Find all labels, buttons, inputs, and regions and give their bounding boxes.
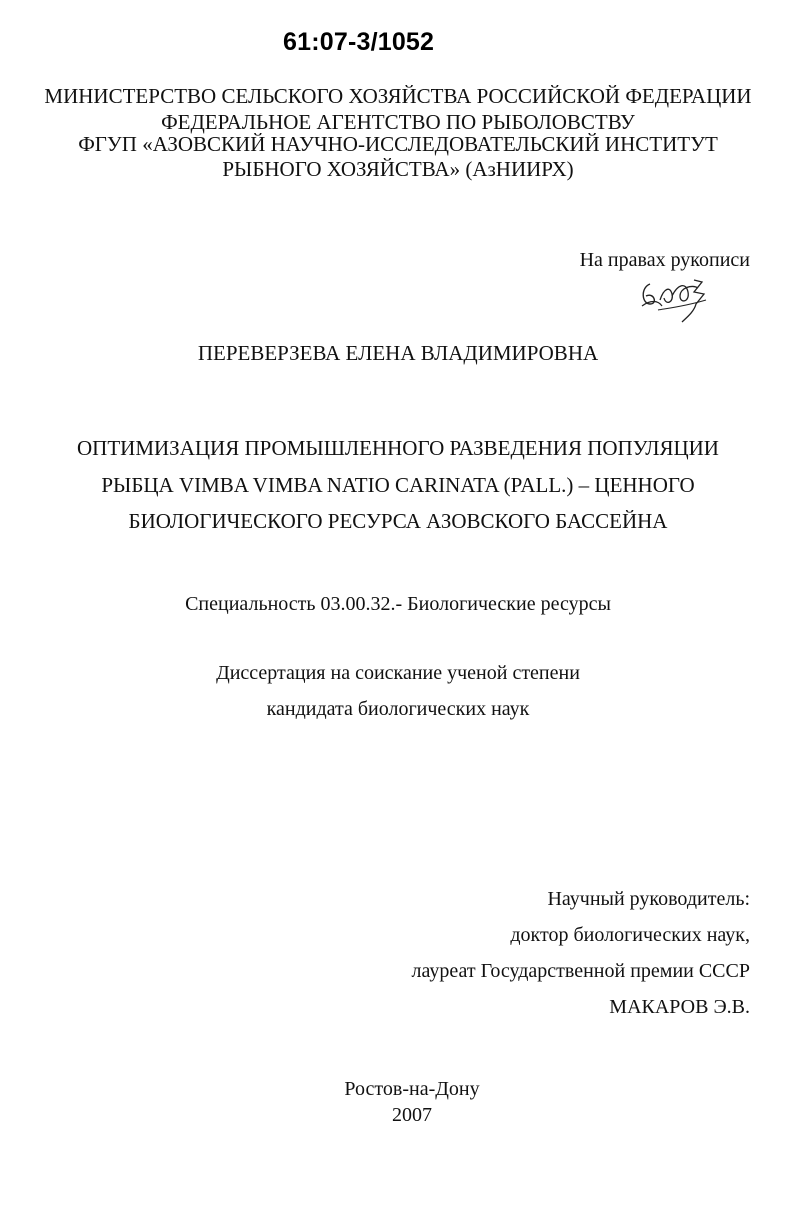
title-line-1: ОПТИМИЗАЦИЯ ПРОМЫШЛЕННОГО РАЗВЕДЕНИЯ ПОПУЛЯЦИИ	[77, 436, 719, 460]
title-line-2: РЫБЦА VIMBA VIMBA NATIO CARINATA (PALL.) – ЦЕННОГО	[101, 473, 695, 497]
specialty: Специальность 03.00.32.- Биологические ресурсы	[185, 593, 611, 615]
supervisor-degree: доктор биологических наук,	[510, 924, 750, 946]
degree-line-2: кандидата биологических наук	[266, 698, 530, 720]
supervisor-heading: Научный руководитель:	[547, 888, 750, 910]
org-line-institute: ФГУП «АЗОВСКИЙ НАУЧНО-ИССЛЕДОВАТЕЛЬСКИЙ ИНСТИТУТ	[78, 132, 718, 156]
author-name: ПЕРЕВЕРЗЕВА ЕЛЕНА ВЛАДИМИРОВНА	[197, 341, 599, 365]
degree-line-1: Диссертация на соискание ученой степени	[216, 662, 580, 684]
city: Ростов-на-Дону	[344, 1078, 480, 1100]
year: 2007	[392, 1104, 432, 1126]
org-line-institute-cont: РЫБНОГО ХОЗЯЙСТВА» (АзНИИРХ)	[222, 157, 574, 181]
title-line-3: БИОЛОГИЧЕСКОГО РЕСУРСА АЗОВСКОГО БАССЕЙНА	[128, 509, 668, 533]
supervisor-award: лауреат Государственной премии СССР	[411, 960, 750, 982]
manuscript-note: На правах рукописи	[579, 249, 750, 271]
supervisor-name: МАКАРОВ Э.В.	[609, 996, 750, 1018]
org-line-ministry: МИНИСТЕРСТВО СЕЛЬСКОГО ХОЗЯЙСТВА РОССИЙСКОЙ ФЕДЕРАЦИИ	[44, 84, 752, 108]
signature-icon	[636, 270, 716, 326]
registration-stamp: 61:07-3/1052	[283, 28, 435, 56]
org-line-agency: ФЕДЕРАЛЬНОЕ АГЕНТСТВО ПО РЫБОЛОВСТВУ	[161, 110, 635, 134]
